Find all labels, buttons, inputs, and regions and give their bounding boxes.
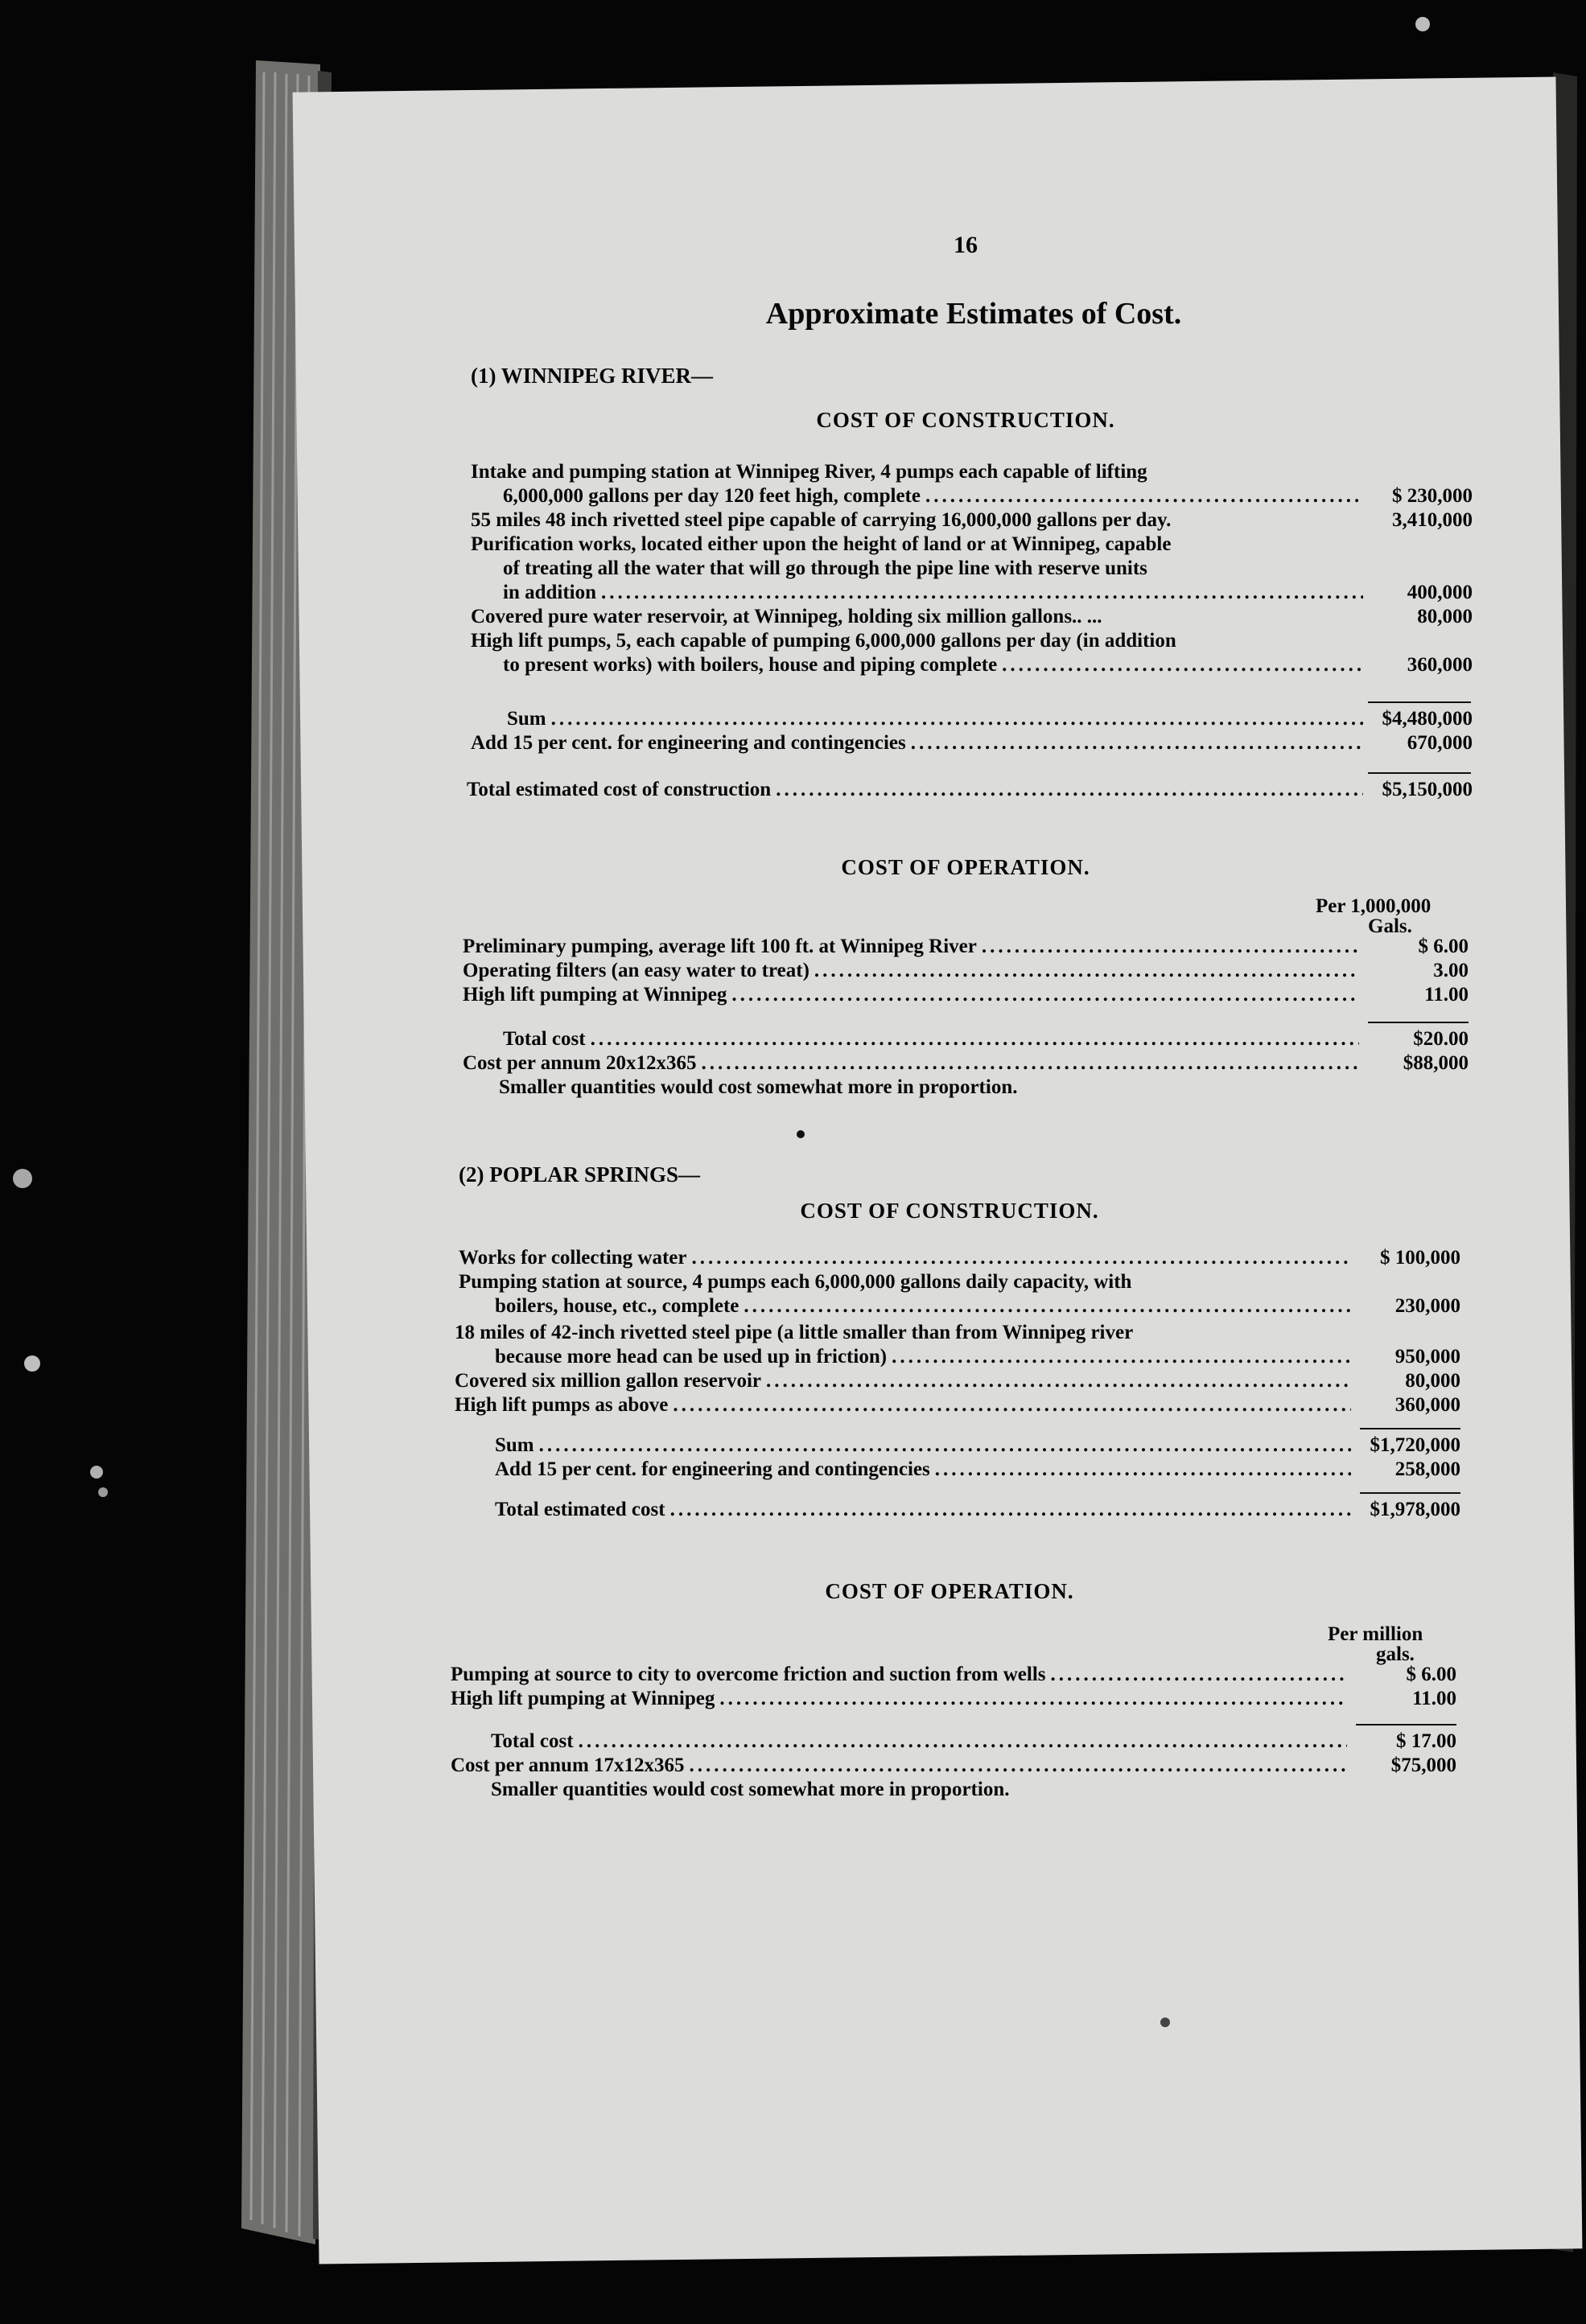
construction-item: High lift pumps as above ..... 360,000 (455, 1394, 1460, 1417)
operation-item: Pumping at source to city to overcome friction and suction from wells ..... $ 6.00 (451, 1664, 1456, 1686)
operation-note: Smaller quantities would cost somewhat more in proportion. (491, 1779, 1010, 1800)
operation-item: Operating filters (an easy water to treat) ..... 3.00 (463, 960, 1469, 982)
construction-amount: 230,000 (1394, 1295, 1460, 1317)
construction-amount: $ 230,000 (1392, 485, 1473, 507)
construction-item: in addition ..... 400,000 (503, 582, 1473, 604)
construction-item-text: 18 miles of 42-inch rivetted steel pipe (a little smaller than from Winnipeg river (455, 1322, 1134, 1343)
operation-amount: 11.00 (1412, 1688, 1456, 1709)
construction-item-text: High lift pumps, 5, each capable of pumping 6,000,000 gallons per day (in addition (471, 630, 1176, 652)
operation-total: Total cost ..... $ 17.00 (491, 1730, 1456, 1753)
operation-unit: Gals. (1368, 915, 1412, 937)
construction-item-text: Purification works, located either upon the height of land or at Winnipeg, capable (471, 533, 1172, 555)
section-heading-winnipeg: (1) WINNIPEG RIVER— (471, 364, 714, 388)
construction-heading-poplar: COST OF CONSTRUCTION. (800, 1199, 1099, 1223)
construction-item: Covered pure water reservoir, at Winnipeg, holding six million gallons.. ... 80,000 (471, 606, 1473, 627)
print-speck (1160, 2018, 1170, 2027)
construction-item: because more head can be used up in friction) ..... 950,000 (495, 1346, 1460, 1368)
construction-amount: 80,000 (1405, 1370, 1460, 1392)
construction-amount: 400,000 (1407, 582, 1473, 603)
page-number: 16 (954, 232, 978, 258)
construction-contingencies: Add 15 per cent. for engineering and contingencies ..... 258,000 (495, 1458, 1460, 1481)
operation-heading-poplar: COST OF OPERATION. (825, 1579, 1074, 1603)
construction-item-text: Pumping station at source, 4 pumps each 6,000,000 gallons daily capacity, with (459, 1271, 1132, 1293)
construction-total: Total estimated cost ..... $1,978,000 (495, 1499, 1460, 1521)
construction-item-text: Intake and pumping station at Winnipeg River, 4 pumps each capable of lifting (471, 461, 1147, 483)
construction-item: Covered six million gallon reservoir ..... 80,000 (455, 1370, 1460, 1392)
construction-sum: Sum ..... $4,480,000 (507, 708, 1473, 730)
operation-unit: Per million (1328, 1623, 1423, 1645)
construction-item: 55 miles 48 inch rivetted steel pipe capable of carrying 16,000,000 gallons per day. 3,410,000 (471, 509, 1473, 531)
construction-amount: 3,410,000 (1392, 509, 1473, 531)
construction-amount: $ 100,000 (1380, 1247, 1460, 1269)
operation-item: Preliminary pumping, average lift 100 ft. at Winnipeg River ..... $ 6.00 (463, 936, 1469, 958)
operation-unit: Per 1,000,000 (1316, 895, 1432, 917)
section-heading-poplar: (2) POPLAR SPRINGS— (459, 1162, 701, 1187)
operation-amount: 11.00 (1424, 984, 1469, 1006)
operation-per-annum: Cost per annum 20x12x365 ..... $88,000 (463, 1052, 1469, 1075)
sum-rule (1368, 701, 1471, 703)
construction-amount: 950,000 (1394, 1346, 1460, 1368)
operation-per-annum: Cost per annum 17x12x365 ..... $75,000 (451, 1754, 1456, 1777)
operation-heading-winnipeg: COST OF OPERATION. (841, 855, 1090, 879)
construction-amount: 360,000 (1394, 1394, 1460, 1416)
operation-unit: gals. (1376, 1643, 1415, 1665)
operation-amount: 3.00 (1433, 960, 1469, 981)
construction-total: Total estimated cost of construction ..... $5,150,000 (467, 779, 1473, 801)
page-title: Approximate Estimates of Cost. (765, 297, 1182, 331)
construction-item: Works for collecting water ..... $ 100,000 (459, 1247, 1460, 1269)
construction-item: boilers, house, etc., complete ..... 230,000 (495, 1295, 1460, 1318)
total-rule (1356, 1724, 1456, 1726)
construction-heading-winnipeg: COST OF CONSTRUCTION. (816, 408, 1115, 432)
total-rule (1368, 772, 1471, 774)
construction-sum: Sum ..... $1,720,000 (495, 1434, 1460, 1457)
operation-note: Smaller quantities would cost somewhat more in proportion. (499, 1076, 1018, 1098)
sum-rule (1360, 1428, 1460, 1429)
operation-item: High lift pumping at Winnipeg ..... 11.00 (451, 1688, 1456, 1710)
operation-total: Total cost ..... $20.00 (503, 1028, 1469, 1051)
print-speck (797, 1130, 805, 1138)
operation-amount: $ 6.00 (1406, 1664, 1456, 1685)
construction-amount: 80,000 (1417, 606, 1473, 627)
construction-item: 6,000,000 gallons per day 120 feet high, complete ..... $ 230,000 (503, 485, 1473, 508)
total-rule (1368, 1022, 1469, 1023)
operation-amount: $ 6.00 (1418, 936, 1469, 957)
construction-contingencies: Add 15 per cent. for engineering and contingencies ..... 670,000 (471, 732, 1473, 755)
total-rule (1360, 1492, 1460, 1494)
construction-item: to present works) with boilers, house and piping complete ..... 360,000 (503, 654, 1473, 677)
construction-amount: 360,000 (1407, 654, 1473, 676)
operation-item: High lift pumping at Winnipeg ..... 11.00 (463, 984, 1469, 1006)
construction-item-text: of treating all the water that will go through the pipe line with reserve units (503, 557, 1147, 579)
